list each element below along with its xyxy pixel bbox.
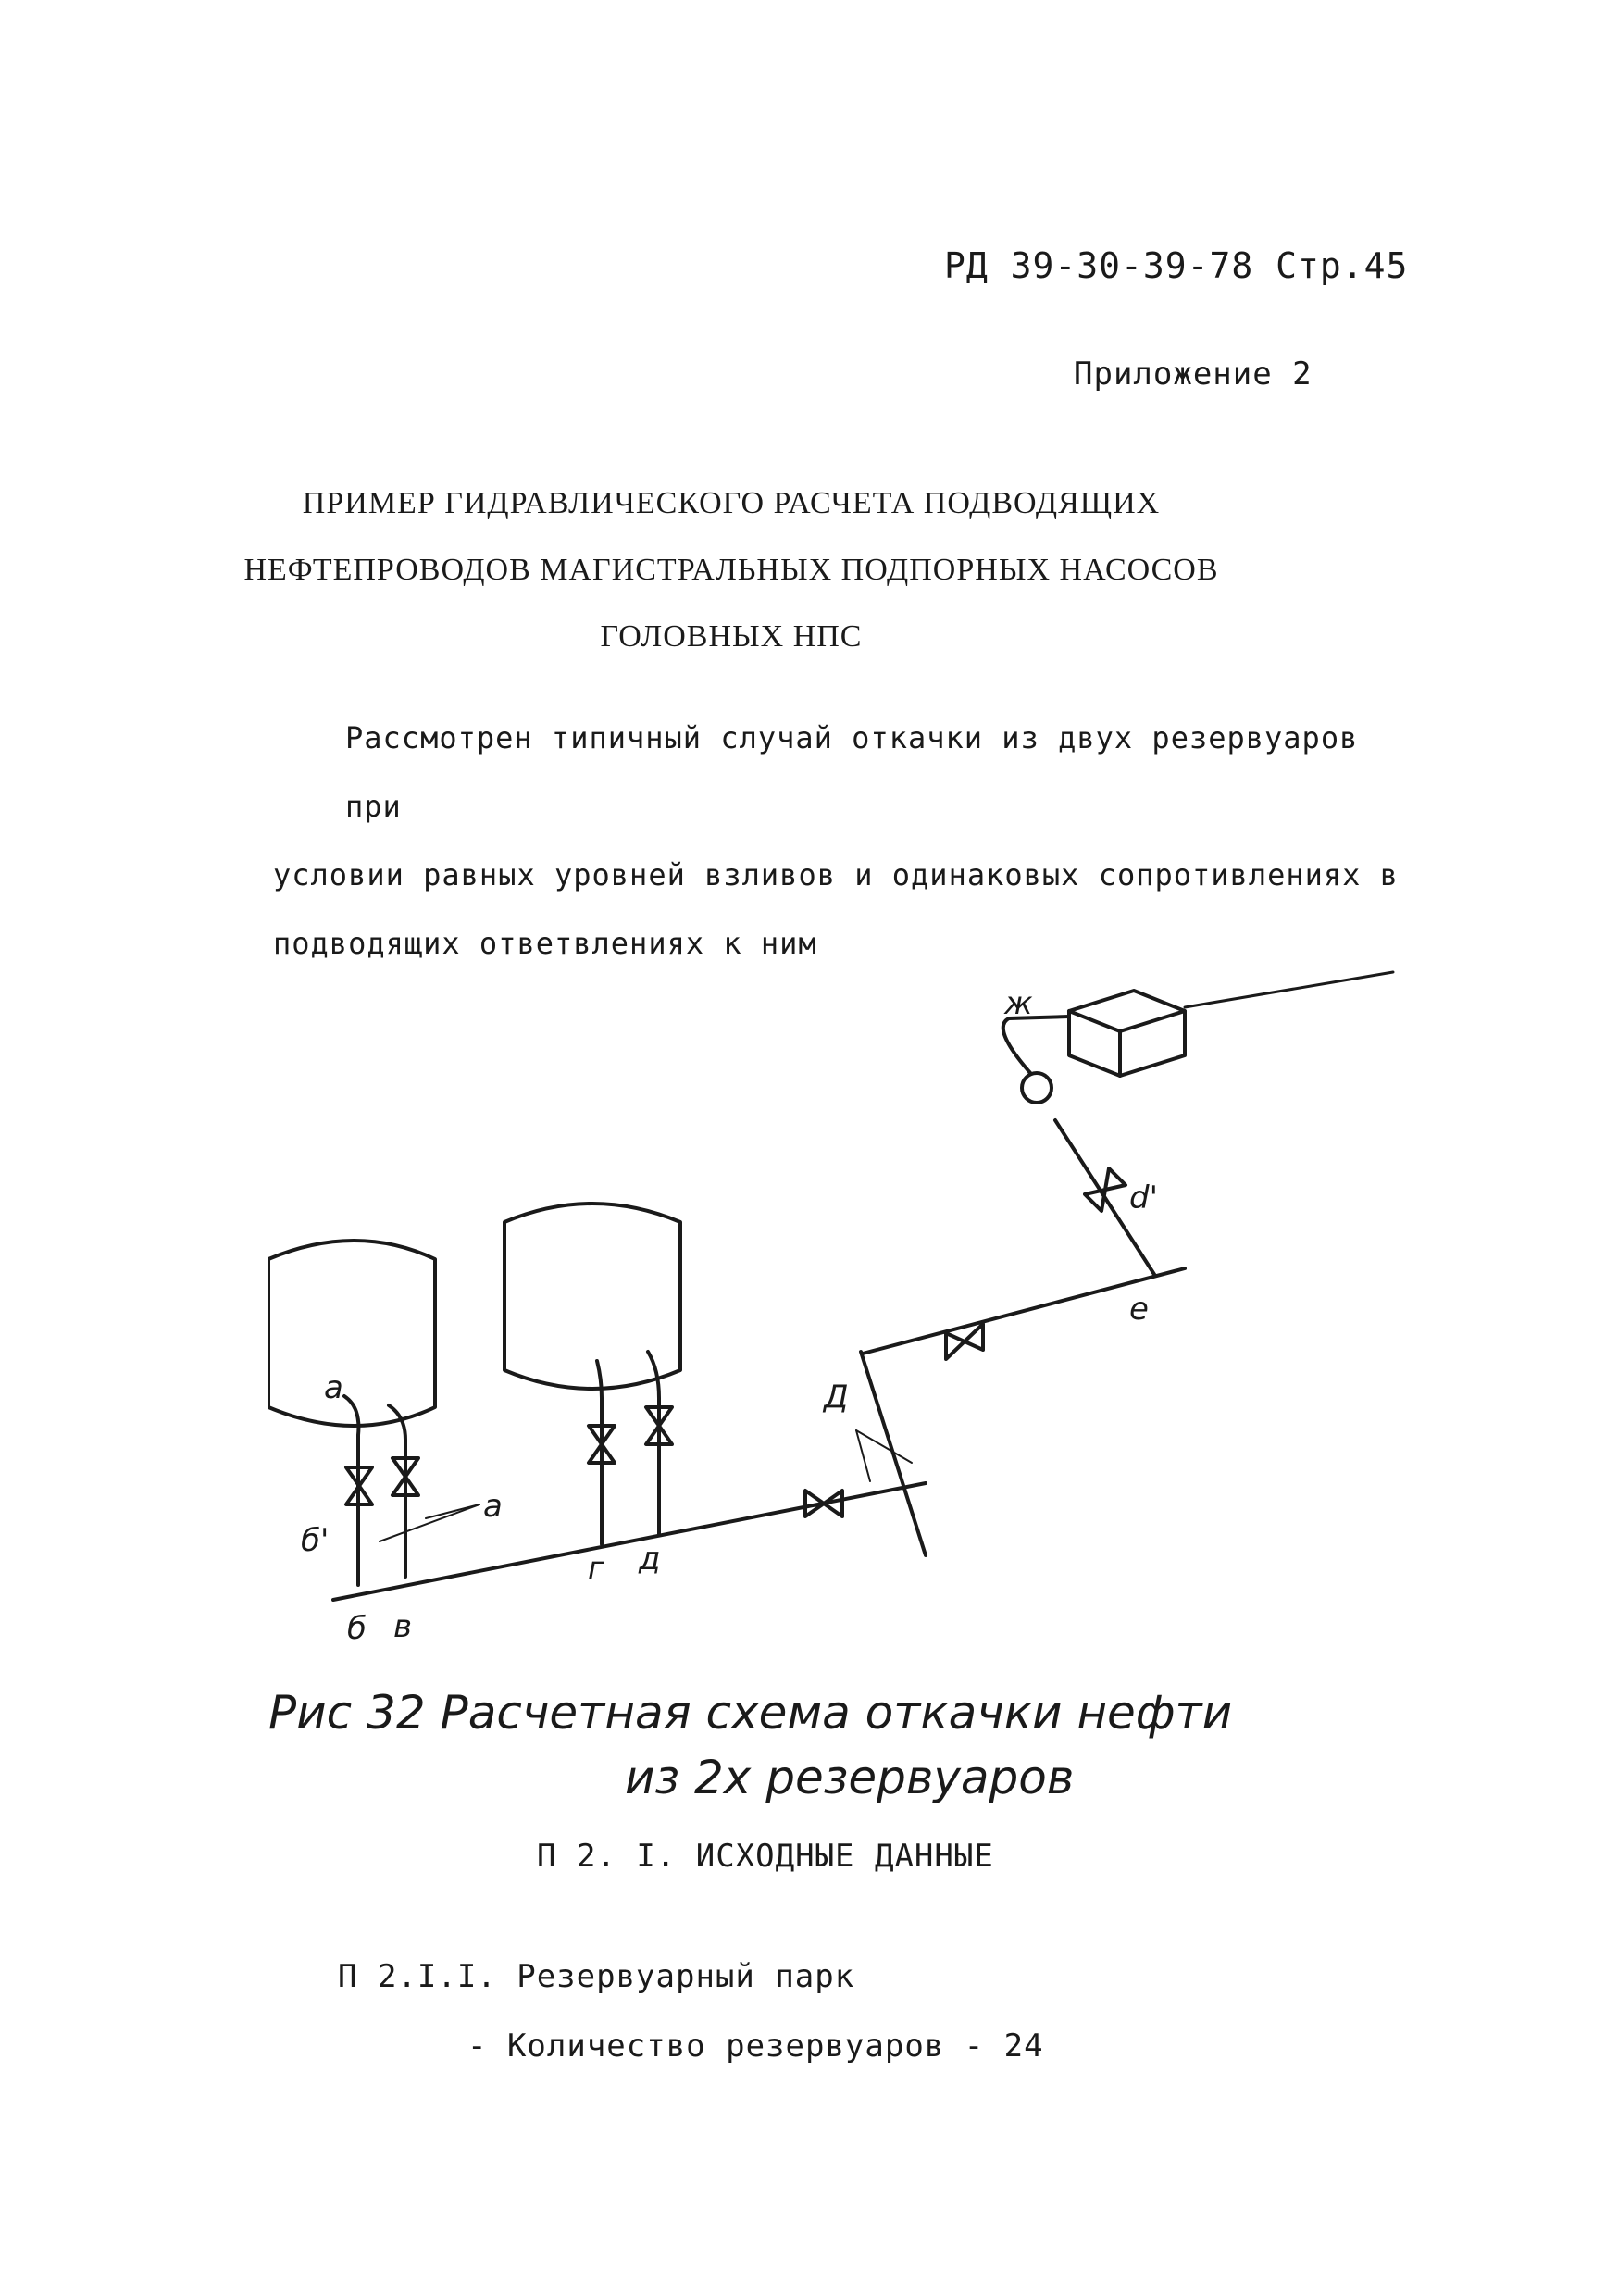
label-b-prime: б' (301, 1522, 330, 1559)
list-item: - Количество резервуаров - 24 (467, 2028, 1044, 2065)
appendix-label: Приложение 2 (1074, 356, 1313, 393)
document-reference: РД 39-30-39-78 Стр.45 (944, 245, 1409, 286)
intro-line-1: Рассмотрен типичный случай откачки из двух резервуаров при (345, 720, 1359, 824)
label-d: д (639, 1541, 661, 1578)
valve-main-icon (805, 1491, 842, 1516)
leader-line (426, 1504, 479, 1518)
riser-pipeline-upper (1003, 1017, 1069, 1074)
intro-line-2: условии равных уровней взливов и одинаковых сопротивлениях в (273, 857, 1399, 892)
title-line-1: ПРИМЕР ГИДРАВЛИЧЕСКОГО РАСЧЕТА ПОДВОДЯЩИХ (302, 486, 1161, 520)
intro-line-3: подводящих ответвлениях к ним (273, 926, 817, 961)
label-d-prime: d' (1129, 1179, 1158, 1217)
tank-left (268, 1241, 435, 1426)
manifold-header (861, 1352, 926, 1555)
main-pipeline (333, 1483, 926, 1600)
pumping-scheme-diagram (268, 963, 1398, 1648)
label-v: в (393, 1608, 413, 1645)
title-line-3: ГОЛОВНЫХ НПС (600, 619, 863, 654)
figure-caption (268, 1680, 1324, 1810)
intro-paragraph (273, 704, 1421, 978)
discharge-pipeline (1185, 972, 1393, 1007)
document-title (222, 470, 1240, 670)
caption-line-1: Рис 32 Расчетная схема откачки нефти (268, 1686, 1233, 1740)
label-a-right: а (483, 1488, 503, 1525)
filter-box-icon (1069, 991, 1185, 1076)
pump-icon (1022, 1073, 1052, 1103)
label-b: б (347, 1610, 367, 1647)
label-D: Д (824, 1379, 849, 1416)
label-g: г (588, 1550, 604, 1587)
label-a-left: а (324, 1369, 343, 1406)
label-e: е (1129, 1291, 1149, 1328)
title-line-2: НЕФТЕПРОВОДОВ МАГИСТРАЛЬНЫХ ПОДПОРНЫХ НАСОСОВ (243, 553, 1219, 587)
label-zh: ж (1004, 985, 1033, 1022)
subsection-heading: П 2.I.I. Резервуарный парк (338, 1958, 855, 1995)
leader-line (380, 1504, 479, 1541)
caption-line-2: из 2х резервуаров (625, 1751, 1075, 1804)
section-heading: П 2. I. ИСХОДНЫЕ ДАННЫЕ (537, 1838, 994, 1875)
